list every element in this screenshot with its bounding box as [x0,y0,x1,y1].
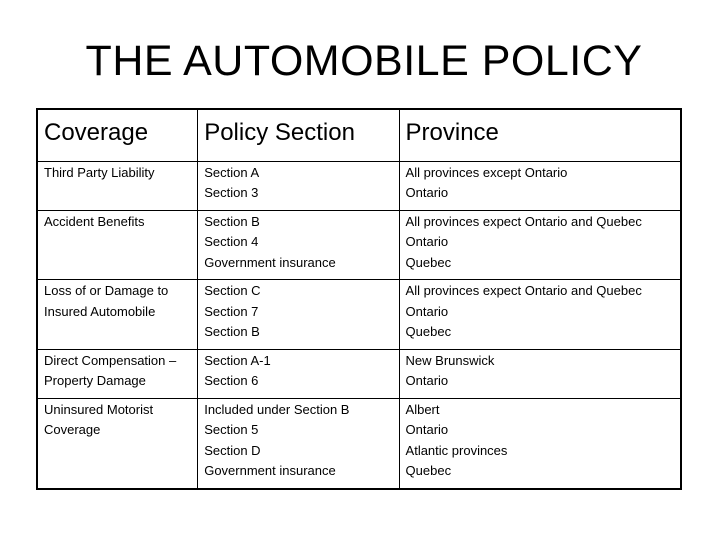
header-province: Province [399,109,681,161]
coverage-text: Uninsured Motorist Coverage [44,401,154,437]
province-line: Ontario [405,234,449,249]
section-cell [198,161,399,210]
table-row [37,210,681,280]
page-title: THE AUTOMOBILE POLICY [85,37,643,85]
province-line: All provinces expect Ontario and Quebec [405,213,642,229]
section-cell [198,210,399,280]
section-line: Section B [204,213,260,229]
table-row [37,161,681,210]
province-line: Ontario [405,373,449,388]
province-line: Atlantic provinces [405,442,508,458]
section-line: Section 4 [204,234,259,249]
header-coverage: Coverage [37,109,198,161]
section-line: Section A [204,164,260,180]
province-cell [399,210,681,280]
table-header-row [37,109,681,161]
coverage-cell [37,210,198,280]
section-line: Included under Section B [204,401,350,417]
section-line: Section D [204,442,261,458]
section-line: Section 5 [204,422,259,437]
section-line: Section 6 [204,373,259,388]
province-line: Ontario [405,303,449,319]
province-cell [399,398,681,489]
table-row [37,349,681,398]
section-line: Government insurance [204,463,336,478]
table-row [37,398,681,489]
coverage-cell [37,161,198,210]
province-line: Quebec [405,463,452,478]
province-line: New Brunswick [405,352,495,368]
section-line: Government insurance [204,254,336,270]
coverage-cell [37,349,198,398]
section-line: Section 3 [204,185,259,200]
province-cell [399,280,681,350]
coverage-text: Direct Compensation – Property Damage [44,352,177,388]
coverage-cell [37,398,198,489]
policy-table [36,108,682,490]
section-line: Section B [204,324,260,339]
header-policy-section: Policy Section [198,109,399,161]
province-line: All provinces expect Ontario and Quebec [405,283,642,298]
province-line: Albert [405,401,440,417]
coverage-text: Accident Benefits [44,213,145,229]
province-line: Ontario [405,422,449,437]
province-cell [399,349,681,398]
section-cell [198,280,399,350]
section-cell [198,398,399,489]
section-line: Section C [204,283,261,298]
province-line: All provinces except Ontario [405,164,568,180]
section-line: Section 7 [204,303,259,319]
coverage-text: Third Party Liability [44,164,155,180]
coverage-cell [37,280,198,350]
province-line: Quebec [405,254,452,270]
table-row [37,280,681,350]
coverage-text: Loss of or Damage to Insured Automobile [44,283,169,319]
province-line: Ontario [405,185,449,200]
section-line: Section A-1 [204,352,271,368]
section-cell [198,349,399,398]
province-cell [399,161,681,210]
province-line: Quebec [405,324,452,339]
